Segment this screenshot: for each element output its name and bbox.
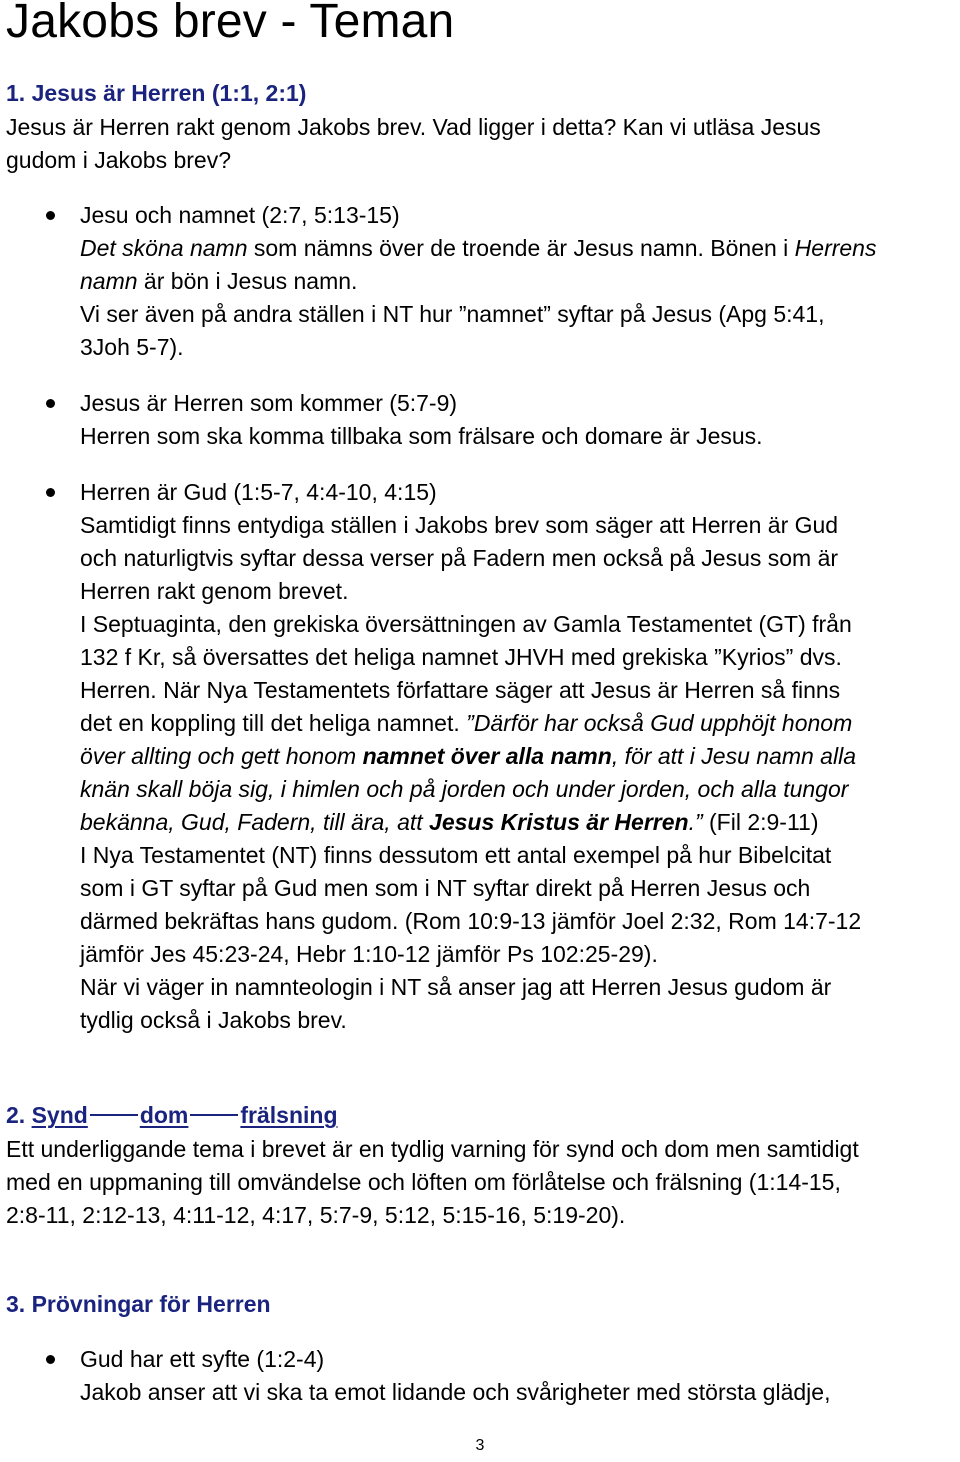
bullet-herren-kommer	[80, 387, 763, 453]
section-2-paragraph	[6, 1133, 859, 1232]
italic-text: Herrens	[794, 235, 877, 261]
bullet-title: Gud har ett syfte (1:2-4)	[80, 1346, 325, 1372]
text-line: Herren. När Nya Testamentets författare säger att Jesus är Herren så finns	[80, 677, 841, 703]
text-line: gudom i Jakobs brev?	[6, 147, 232, 173]
heading-dash	[90, 1114, 138, 1116]
bullet-title: Jesus är Herren som kommer (5:7-9)	[80, 390, 458, 416]
quote-text: över allting och gett honom	[80, 743, 363, 769]
text-line: med en uppmaning till omvändelse och löften om förlåtelse och frälsning (1:14-15,	[6, 1169, 841, 1195]
quote-text: ”Därför har också Gud upphöjt honom	[466, 710, 853, 736]
quote-line	[80, 806, 861, 839]
section-number: 2.	[6, 1102, 32, 1128]
text-line: som i GT syftar på Gud men som i NT syftar direkt på Herren Jesus och	[80, 875, 811, 901]
text-line: tydlig också i Jakobs brev.	[80, 1007, 347, 1033]
text-line: 132 f Kr, så översattes det heliga namnet JHVH med grekiska ”Kyrios” dvs.	[80, 644, 842, 670]
bullet-herren-ar-gud	[80, 476, 861, 1037]
text-line	[80, 232, 876, 265]
quote-bold-text: Jesus Kristus är Herren	[429, 809, 689, 835]
text-line: och naturligtvis syftar dessa verser på Fadern men också på Jesus som är	[80, 545, 839, 571]
quote-text: .”	[688, 809, 703, 835]
quote-line: knän skall böja sig, i himlen och på jorden och under jorden, och alla tungor	[80, 776, 849, 802]
text-line	[80, 707, 861, 740]
heading-word-synd: Synd	[31, 1102, 88, 1128]
text: det en koppling till det heliga namnet.	[80, 710, 467, 736]
text-line: I Septuaginta, den grekiska översättningen av Gamla Testamentet (GT) från	[80, 611, 852, 637]
text-line: I Nya Testamentet (NT) finns dessutom ett antal exempel på hur Bibelcitat	[80, 842, 832, 868]
quote-text: , för att i Jesu namn alla	[611, 743, 856, 769]
section-1-intro	[6, 111, 821, 177]
text-line	[80, 265, 876, 298]
text: är bön i Jesus namn.	[137, 268, 358, 294]
bullet-jesu-namnet	[80, 199, 876, 364]
bullet-title: Herren är Gud (1:5-7, 4:4-10, 4:15)	[80, 479, 437, 505]
quote-bold-text: namnet över alla namn	[362, 743, 612, 769]
text-line: Vi ser även på andra ställen i NT hur ”namnet” syftar på Jesus (Apg 5:41,	[80, 301, 825, 327]
heading-dash	[190, 1114, 238, 1116]
text: som nämns över de troende är Jesus namn. Bönen i	[247, 235, 795, 261]
text-line: 3Joh 5-7).	[80, 334, 184, 360]
text-line: Jesus är Herren rakt genom Jakobs brev. Vad ligger i detta? Kan vi utläsa Jesus	[6, 114, 821, 140]
page-number: 3	[475, 1437, 485, 1454]
quote-text: bekänna, Gud, Fadern, till ära, att	[80, 809, 430, 835]
text-line: Ett underliggande tema i brevet är en tydlig varning för synd och dom men samtidigt	[6, 1136, 859, 1162]
text-line: 2:8-11, 2:12-13, 4:11-12, 4:17, 5:7-9, 5:12, 5:15-16, 5:19-20).	[6, 1202, 626, 1228]
italic-text: namn	[80, 268, 138, 294]
heading-word-fralsning: frälsning	[240, 1102, 338, 1128]
quote-line	[80, 740, 861, 773]
text-line: Jakob anser att vi ska ta emot lidande och svårigheter med största glädje,	[80, 1379, 831, 1405]
section-2-heading	[6, 1099, 338, 1132]
text-line: Herren som ska komma tillbaka som frälsare och domare är Jesus.	[80, 423, 763, 449]
text-line: därmed bekräftas hans gudom. (Rom 10:9-13 jämför Joel 2:32, Rom 14:7-12	[80, 908, 862, 934]
reference-text: (Fil 2:9-11)	[702, 809, 819, 835]
text-line: Samtidigt finns entydiga ställen i Jakobs brev som säger att Herren är Gud	[80, 512, 839, 538]
page-title: Jakobs brev - Teman	[6, 0, 455, 48]
section-1-heading: 1. Jesus är Herren (1:1, 2:1)	[6, 80, 307, 106]
section-3-heading: 3. Prövningar för Herren	[6, 1291, 271, 1317]
text-line: Herren rakt genom brevet.	[80, 578, 349, 604]
bullet-title: Jesu och namnet (2:7, 5:13-15)	[80, 202, 400, 228]
text-line: jämför Jes 45:23-24, Hebr 1:10-12 jämför Ps 102:25-29).	[80, 941, 658, 967]
italic-text: Det sköna namn	[80, 235, 248, 261]
heading-word-dom: dom	[139, 1102, 189, 1128]
bullet-gud-har-syfte	[80, 1343, 830, 1409]
text-line: När vi väger in namnteologin i NT så anser jag att Herren Jesus gudom är	[80, 974, 832, 1000]
